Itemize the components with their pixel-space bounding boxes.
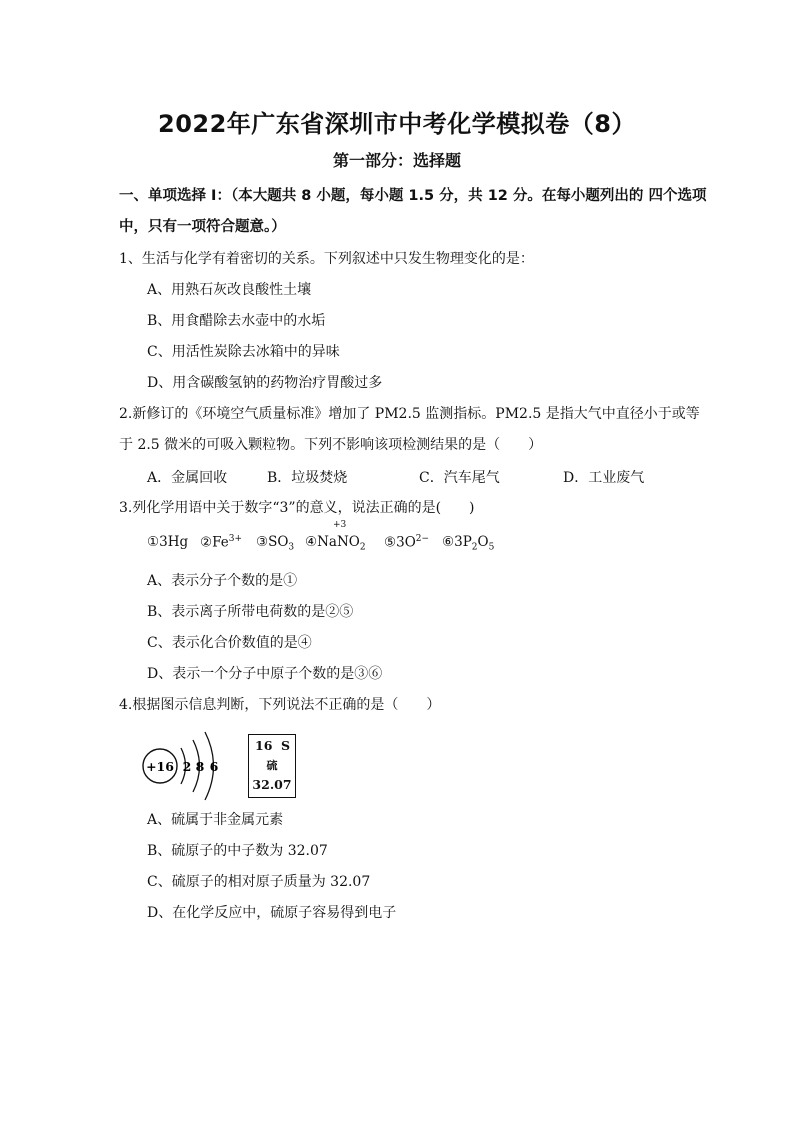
q3-symbol-6: $⑥3P_2O_5$ bbox=[442, 534, 495, 553]
q4-stem: 4.根据图示信息判断，下列说法不正确的是（ ） bbox=[119, 697, 441, 713]
section-header-line1: 一、单项选择 I：（本大题共 8 小题，每小题 1.5 分，共 12 分。在每小题列出的 四个选项 bbox=[119, 188, 707, 204]
shell-electrons-2: 8 bbox=[195, 759, 205, 774]
q3-symbol-1: ①3Hg bbox=[147, 534, 189, 550]
q4-option-b: B、硫原子的中子数为 32.07 bbox=[147, 843, 328, 859]
q3-option-a: A、表示分子个数的是① bbox=[147, 573, 298, 589]
q2-stem-line1: 2.新修订的《环境空气质量标准》增加了 PM2.5 监测指标。PM2.5 是指大气中直径小于或等 bbox=[119, 406, 700, 422]
q3-symbol-4: ④NaNO$_2$ +3 bbox=[305, 520, 366, 553]
q2-option-c: C．汽车尾气 bbox=[419, 470, 500, 486]
part-title: 第一部分：选择题 bbox=[332, 151, 461, 170]
q3-option-d: D、表示一个分子中原子个数的是③⑥ bbox=[147, 666, 383, 682]
q1-option-d: D、用含碳酸氢钠的药物治疗胃酸过多 bbox=[147, 375, 383, 391]
q1-option-a: A、用熟石灰改良酸性土壤 bbox=[147, 282, 312, 298]
q3-option-c: C、表示化合价数值的是④ bbox=[147, 635, 312, 651]
q3-option-b: B、表示离子所带电荷数的是②⑤ bbox=[147, 604, 354, 620]
element-symbol: S bbox=[280, 738, 290, 753]
nucleus-charge: +16 bbox=[146, 759, 174, 774]
q1-option-c: C、用活性炭除去冰箱中的异味 bbox=[147, 344, 340, 360]
element-name: 硫 bbox=[266, 759, 278, 772]
q3-symbol-5: $⑤3O^{2-}$ bbox=[384, 534, 430, 551]
shell-electrons-3: 6 bbox=[209, 759, 219, 774]
periodic-table-cell bbox=[248, 734, 296, 798]
oxidation-number: +3 bbox=[333, 520, 347, 530]
q4-option-d: D、在化学反应中，硫原子容易得到电子 bbox=[147, 905, 397, 921]
q2-option-a: A．金属回收 bbox=[147, 470, 228, 486]
q2-option-b: B．垃圾焚烧 bbox=[267, 470, 348, 486]
q3-symbol-2: $②Fe^{3+}$ bbox=[200, 534, 243, 551]
q2-option-d: D．工业废气 bbox=[563, 470, 645, 486]
q4-option-c: C、硫原子的相对原子质量为 32.07 bbox=[147, 874, 371, 890]
q4-option-a: A、硫属于非金属元素 bbox=[147, 812, 284, 828]
sulfur-atom-structure-diagram bbox=[140, 728, 230, 804]
q1-stem: 1、生活与化学有着密切的关系。下列叙述中只发生物理变化的是： bbox=[119, 251, 534, 267]
q3-symbol-3: $③SO_3$ bbox=[256, 534, 295, 553]
q3-stem: 3.列化学用语中关于数字“3”的意义，说法正确的是( ) bbox=[119, 500, 475, 516]
atomic-number: 16 bbox=[255, 738, 273, 753]
atomic-mass: 32.07 bbox=[252, 777, 292, 792]
exam-title: 2022年广东省深圳市中考化学模拟卷（8） bbox=[158, 110, 636, 138]
shell-electrons-1: 2 bbox=[182, 759, 192, 774]
q2-stem-line2: 于 2.5 微米的可吸入颗粒物。下列不影响该项检测结果的是（ ） bbox=[119, 437, 543, 453]
q1-option-b: B、用食醋除去水壶中的水垢 bbox=[147, 313, 326, 329]
section-header-line2: 中，只有一项符合题意。） bbox=[119, 219, 286, 235]
